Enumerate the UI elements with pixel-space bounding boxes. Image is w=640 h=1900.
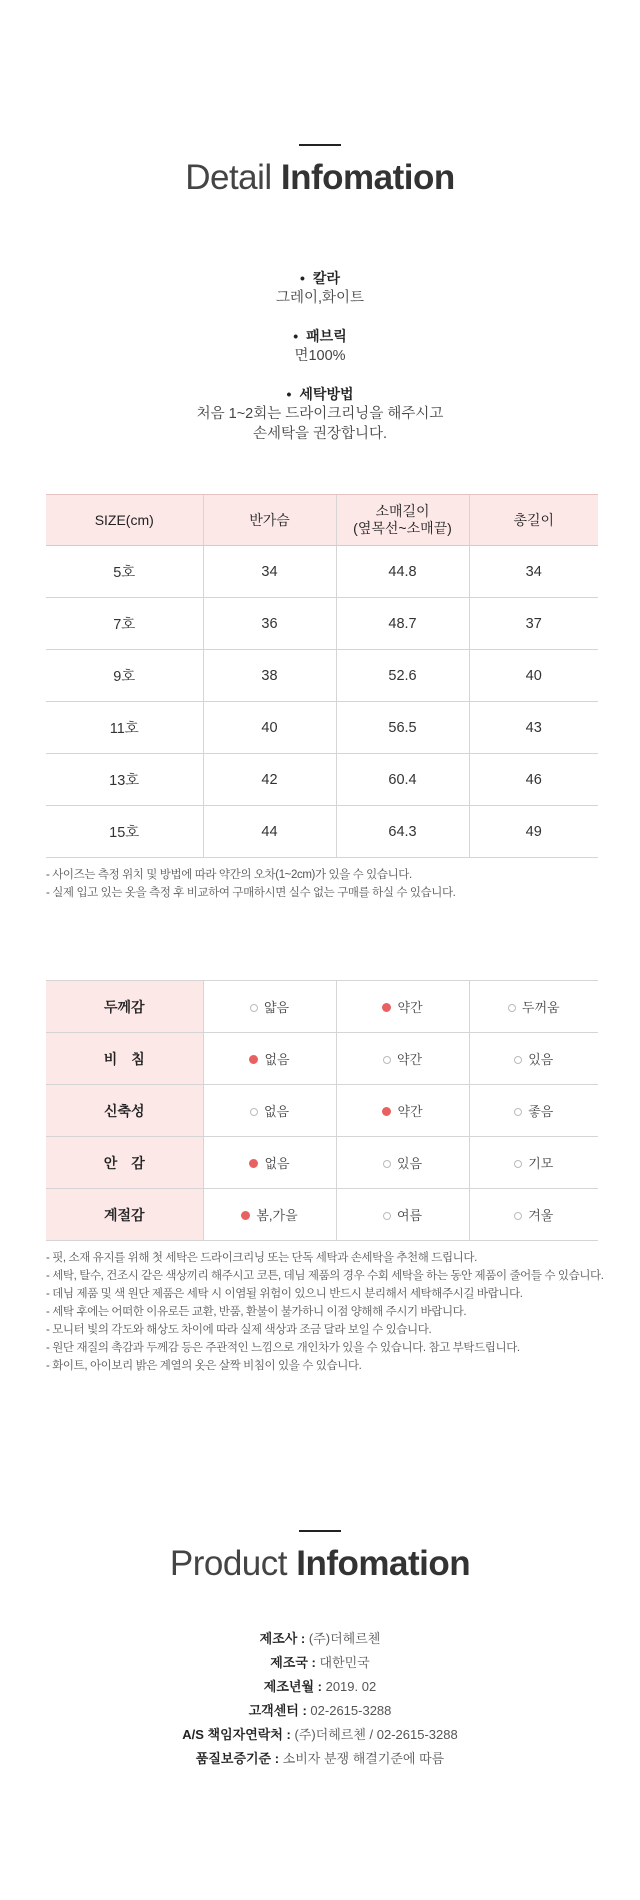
feel-label: 비 침 (46, 1033, 203, 1085)
unselected-dot-icon (514, 1056, 522, 1064)
bullet-icon: • (286, 386, 292, 402)
spec-fabric (0, 326, 640, 366)
spec-list (0, 268, 640, 462)
spec-label: 패브릭 (306, 328, 347, 344)
note-line: - 데님 제품 및 색 원단 제품은 세탁 시 이염될 위험이 있으니 반드시 분리해서 세탁해주시길 바랍니다. (46, 1288, 523, 1300)
feel-option-label: 좋음 (528, 1104, 554, 1119)
note-line: - 세탁 후에는 어떠한 이유로든 교환, 반품, 환불이 불가하니 이점 양해해 주시기 바랍니다. (46, 1306, 467, 1318)
size-table-header-row (46, 495, 598, 546)
table-row (46, 650, 598, 702)
feel-option (469, 1033, 598, 1085)
unselected-dot-icon (514, 1108, 522, 1116)
care-notes (46, 1249, 606, 1375)
size-cell: 60.4 (336, 754, 469, 806)
table-row (46, 1189, 598, 1241)
feel-option (336, 981, 469, 1033)
product-info-row (0, 1723, 640, 1747)
product-info-row (0, 1675, 640, 1699)
spec-color (0, 268, 640, 308)
unselected-dot-icon (383, 1212, 391, 1220)
feel-label: 신축성 (46, 1085, 203, 1137)
feel-option-label: 있음 (528, 1052, 554, 1067)
selected-dot-icon (241, 1211, 250, 1220)
product-info-key: 제조사 : (259, 1631, 306, 1646)
size-table (46, 494, 598, 858)
table-row (46, 1137, 598, 1189)
feel-option (203, 1085, 336, 1137)
size-cell: 34 (203, 546, 336, 598)
size-notes (46, 866, 606, 902)
table-row (46, 598, 598, 650)
size-header-length: 총길이 (469, 495, 598, 546)
size-cell: 64.3 (336, 806, 469, 858)
spec-value: 그레이,화이트 (275, 290, 365, 306)
feel-option (336, 1033, 469, 1085)
feel-option-label: 두꺼움 (521, 1000, 560, 1015)
feel-option-label: 봄,가을 (256, 1208, 298, 1223)
table-row (46, 702, 598, 754)
note-line: - 사이즈는 측정 위치 및 방법에 따라 약간의 오차(1~2cm)가 있을 수 있습니다. (46, 869, 412, 881)
detail-title (0, 158, 640, 198)
bullet-icon: • (300, 270, 305, 286)
selected-dot-icon (382, 1107, 391, 1116)
spec-label: 칼라 (312, 270, 340, 286)
product-info-value: (주)더헤르첸 (308, 1631, 381, 1646)
product-info-value: 2019. 02 (325, 1679, 377, 1694)
title-rule (299, 1530, 341, 1532)
size-header-size: SIZE(cm) (46, 495, 203, 546)
size-cell: 44.8 (336, 546, 469, 598)
product-title-light: Product (169, 1544, 287, 1583)
product-info-row (0, 1627, 640, 1651)
detail-title-light: Detail (185, 158, 272, 197)
size-cell: 38 (203, 650, 336, 702)
note-line: - 실제 입고 있는 옷을 측정 후 비교하여 구매하시면 실수 없는 구매를 하실 수 있습니다. (46, 887, 456, 899)
product-title-bold: Infomation (296, 1544, 471, 1583)
size-cell: 15호 (46, 806, 203, 858)
feel-option-label: 있음 (396, 1156, 423, 1171)
feel-option-label: 여름 (396, 1208, 423, 1223)
table-row (46, 1033, 598, 1085)
size-cell: 44 (203, 806, 336, 858)
product-info-key: A/S 책임자연락처 : (182, 1727, 291, 1742)
unselected-dot-icon (383, 1160, 391, 1168)
size-cell: 7호 (46, 598, 203, 650)
product-info-row (0, 1747, 640, 1771)
bullet-icon: • (293, 328, 299, 344)
product-info-list (0, 1627, 640, 1771)
product-info-key: 고객센터 : (248, 1703, 307, 1718)
selected-dot-icon (382, 1003, 391, 1012)
spec-label: 세탁방법 (299, 386, 354, 402)
detail-section-header (0, 144, 640, 198)
product-info-row (0, 1699, 640, 1723)
feel-label: 두께감 (46, 981, 203, 1033)
spec-value-line-2: 손세탁을 권장합니다. (252, 426, 388, 442)
feel-option-label: 약간 (396, 1052, 423, 1067)
size-cell: 11호 (46, 702, 203, 754)
size-cell: 13호 (46, 754, 203, 806)
feel-option (336, 1137, 469, 1189)
feel-option-label: 얇음 (263, 1000, 290, 1015)
product-info-value: (주)더헤르첸 / 02-2615-3288 (294, 1727, 458, 1742)
unselected-dot-icon (514, 1160, 522, 1168)
selected-dot-icon (249, 1055, 258, 1064)
detail-title-bold: Infomation (280, 158, 455, 197)
feel-option-label: 겨울 (528, 1208, 554, 1223)
table-row (46, 981, 598, 1033)
note-line: - 핏, 소재 유지를 위해 첫 세탁은 드라이크리닝 또는 단독 세탁과 손세탁을 추천해 드립니다. (46, 1252, 477, 1264)
feel-option-label: 없음 (263, 1104, 290, 1119)
spec-washing (0, 384, 640, 444)
unselected-dot-icon (508, 1004, 516, 1012)
unselected-dot-icon (383, 1056, 391, 1064)
feel-option-label: 약간 (397, 1104, 423, 1119)
fabric-feel-table (46, 980, 598, 1241)
unselected-dot-icon (250, 1004, 258, 1012)
feel-option-label: 없음 (264, 1156, 290, 1171)
table-row (46, 806, 598, 858)
size-cell: 56.5 (336, 702, 469, 754)
unselected-dot-icon (514, 1212, 522, 1220)
feel-label: 계절감 (46, 1189, 203, 1241)
size-cell: 5호 (46, 546, 203, 598)
size-cell: 36 (203, 598, 336, 650)
size-cell: 37 (469, 598, 598, 650)
title-rule (299, 144, 341, 146)
product-info-row (0, 1651, 640, 1675)
product-info-value: 02-2615-3288 (310, 1703, 392, 1718)
unselected-dot-icon (250, 1108, 258, 1116)
feel-option (469, 1137, 598, 1189)
size-cell: 34 (469, 546, 598, 598)
note-line: - 원단 재질의 촉감과 두께감 등은 주관적인 느낌으로 개인차가 있을 수 있습니다. 참고 부탁드립니다. (46, 1342, 520, 1354)
size-cell: 9호 (46, 650, 203, 702)
feel-option (336, 1189, 469, 1241)
feel-option (203, 1189, 336, 1241)
product-section-header (0, 1530, 640, 1584)
feel-option (203, 1033, 336, 1085)
product-title (0, 1544, 640, 1584)
note-line: - 세탁, 탈수, 건조시 같은 색상끼리 해주시고 코튼, 데님 제품의 경우 수회 세탁을 하는 동안 제품이 줄어들 수 있습니다. (46, 1270, 604, 1282)
size-cell: 40 (469, 650, 598, 702)
product-info-value: 소비자 분쟁 해결기준에 따름 (282, 1751, 445, 1766)
feel-option-label: 약간 (397, 1000, 423, 1015)
size-cell: 52.6 (336, 650, 469, 702)
feel-option (469, 981, 598, 1033)
feel-option-label: 없음 (264, 1052, 290, 1067)
size-cell: 40 (203, 702, 336, 754)
spec-value: 면100% (294, 348, 346, 364)
table-row (46, 1085, 598, 1137)
product-info-key: 제조국 : (270, 1655, 316, 1670)
feel-option-label: 기모 (528, 1156, 554, 1171)
feel-option (203, 981, 336, 1033)
table-row (46, 546, 598, 598)
feel-option (469, 1085, 598, 1137)
feel-label: 안 감 (46, 1137, 203, 1189)
size-cell: 49 (469, 806, 598, 858)
feel-option (336, 1085, 469, 1137)
spec-value-line-1: 처음 1~2회는 드라이크리닝을 해주시고 (196, 406, 444, 422)
table-row (46, 754, 598, 806)
note-line: - 모니터 빛의 각도와 해상도 차이에 따라 실제 색상과 조금 달라 보일 수 있습니다. (46, 1324, 432, 1336)
feel-option (203, 1137, 336, 1189)
product-info-key: 제조년월 : (263, 1679, 322, 1694)
note-line: - 화이트, 아이보리 밝은 계열의 옷은 살짝 비침이 있을 수 있습니다. (46, 1360, 362, 1372)
selected-dot-icon (249, 1159, 258, 1168)
size-cell: 42 (203, 754, 336, 806)
size-header-chest: 반가슴 (203, 495, 336, 546)
size-cell: 48.7 (336, 598, 469, 650)
feel-option (469, 1189, 598, 1241)
size-cell: 43 (469, 702, 598, 754)
product-info-key: 품질보증기준 : (195, 1751, 280, 1766)
size-header-sleeve: 소매길이 (옆목선~소매끝) (336, 495, 469, 546)
product-info-value: 대한민국 (319, 1655, 370, 1670)
size-cell: 46 (469, 754, 598, 806)
